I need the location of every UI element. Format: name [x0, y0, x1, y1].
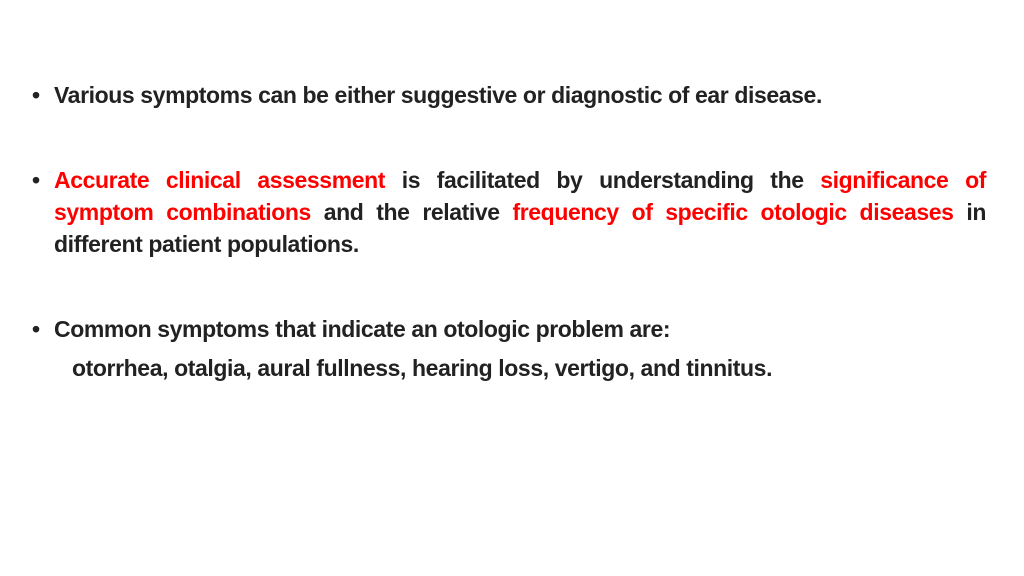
bullet-marker: • [32, 167, 40, 193]
bullet-text-2 [54, 164, 986, 260]
bullet-marker: • [32, 316, 40, 342]
highlight-accurate-clinical-assessment: Accurate clinical assessment [54, 167, 386, 193]
bullet-text-1: Various symptoms can be either suggestive or diagnostic of ear disease. [54, 82, 822, 108]
bullet-item-3 [32, 313, 986, 345]
text-segment: and the relative [310, 199, 513, 225]
text-segment: in different patient populations. [54, 199, 986, 257]
symptom-list: otorrhea, otalgia, aural fullness, hearing loss, vertigo, and tinnitus. [72, 355, 773, 381]
text-segment: is facilitated by understanding the [385, 167, 821, 193]
highlight-frequency-of-specific-otologic-diseases: frequency of specific otologic diseases [512, 199, 954, 225]
highlight-significance-of-symptom-combinations: significance of symptom combinations [54, 167, 986, 225]
bullet-marker: • [32, 82, 40, 108]
bullet-item-1 [32, 79, 986, 111]
bullet-item-2 [32, 164, 986, 260]
bullet-text-3: Common symptoms that indicate an otologic problem are: [54, 316, 671, 342]
